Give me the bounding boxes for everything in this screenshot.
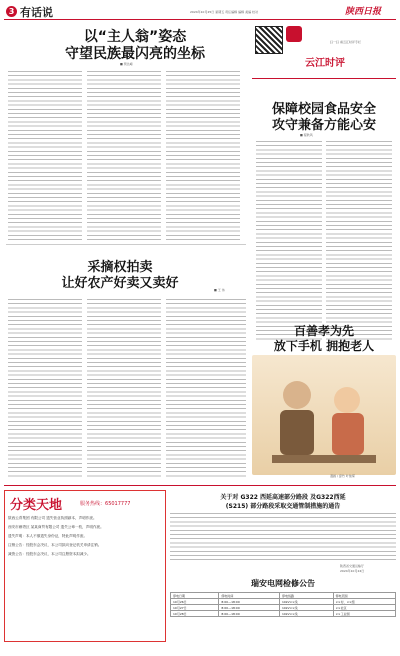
notice-title-line1: 关于对 G322 西延高速部分路段 及G322西延: [220, 494, 346, 501]
newspaper-logo: 陕西日报: [345, 7, 382, 17]
table-header: 停电时间: [219, 593, 280, 599]
article1-title-line2: 守望民族最闪亮的坐标: [65, 46, 205, 62]
notice-date: 2024年10月24日: [340, 569, 365, 573]
article2-body-col1: [256, 140, 322, 340]
table-cell: 10月27日: [171, 605, 219, 611]
article2-tag: 云江时评: [305, 58, 345, 69]
classifieds-hotline: [80, 500, 130, 507]
bottom-rule: [4, 485, 396, 486]
article4-title-line2: 放下手机 拥抱老人: [273, 339, 375, 353]
section-number-badge: 3: [6, 6, 17, 17]
header-rule: [4, 19, 396, 20]
article2-title-line2: 攻守兼备方能心安: [271, 118, 376, 133]
qr-code: [255, 26, 283, 54]
table-cell: 10月28日: [171, 611, 219, 617]
article1-body-col3: [166, 70, 240, 240]
table-cell: 10kV××线: [280, 611, 334, 617]
cartoon-illustration: [252, 355, 396, 475]
table-row: [171, 611, 396, 617]
bottom-title: 瑞安电网检修公告: [251, 579, 315, 588]
classified-item: 西安市雁塔区 某某商贸有限公司 遗失公章一枚，声明作废。: [8, 525, 104, 529]
table-cell: 10kV××线: [280, 599, 334, 605]
hotline-number: 65017777: [105, 501, 131, 507]
table-header: 停电范围: [333, 593, 395, 599]
notice-body: [170, 512, 396, 562]
notice-signature: 陕西省交通运输厅: [340, 564, 365, 568]
article2-byline: ■ 程秋风: [300, 133, 313, 137]
article3-rule: [6, 244, 246, 245]
article1-title-line1: 以“主人翁”姿态: [83, 29, 187, 45]
notice-title-line2: (S215) 部分路段采取交通管制措施的通告: [225, 503, 341, 510]
classified-item: 注销公告：经股东会决议，本公司拟向登记机关申请注销。: [8, 543, 102, 547]
article2-title-line1: 保障校园食品安全: [271, 102, 376, 117]
table-header: 停电日期: [171, 593, 219, 599]
classified-item: 遗失声明：本人不慎遗失身份证，特此声明作废。: [8, 534, 88, 538]
outage-table: [170, 592, 396, 617]
classifieds-title: 分类天地: [10, 498, 63, 513]
section-title: 有话说: [20, 6, 53, 19]
table-cell: 8:00—18:00: [219, 611, 280, 617]
app-icon: [286, 26, 302, 42]
article3-body-col2: [87, 298, 161, 478]
article1-byline: ■ 贾达峰: [120, 62, 133, 66]
article2-rule: [252, 78, 396, 79]
table-cell: 8:00—18:00: [219, 605, 280, 611]
hotline-label: 服务热线：: [80, 501, 106, 507]
table-cell: ××社区: [333, 605, 395, 611]
article2-body-col2: [326, 140, 392, 340]
table-cell: 8:00—18:00: [219, 599, 280, 605]
table-cell: ××工业园: [333, 611, 395, 617]
classifieds-list: [8, 514, 162, 559]
article3-byline: ■ 王 伟: [214, 288, 225, 292]
article3-title-line2: 让好农产好卖又卖好: [61, 276, 179, 291]
article3-title-line1: 采摘权拍卖: [87, 260, 153, 275]
article3-body-col3: [166, 298, 246, 478]
classified-item: 陕西云青集团 有限公司 遗失营业执照副本，声明作废。: [8, 516, 97, 520]
article1-body-col1: [8, 70, 82, 240]
article4-title-line1: 百善孝为先: [293, 324, 354, 338]
qr-caption: 扫一扫 看云江时评专栏: [330, 40, 361, 44]
article1-body-col2: [87, 70, 161, 240]
table-cell: 10kV××线: [280, 605, 334, 611]
illustration-credit: 漫画 / 廖竹 叶俊琛: [330, 474, 355, 478]
table-cell: 10月26日: [171, 599, 219, 605]
table-header: 停电线路: [280, 593, 334, 599]
classified-item: 减资公告：经股东会决议，本公司注册资本拟减少。: [8, 552, 91, 556]
dateline: 2024年10月25日 星期五 责任编辑 编辑 美编 校对: [190, 10, 259, 14]
table-cell: ××村、××组: [333, 599, 395, 605]
article3-body-col1: [8, 298, 82, 478]
